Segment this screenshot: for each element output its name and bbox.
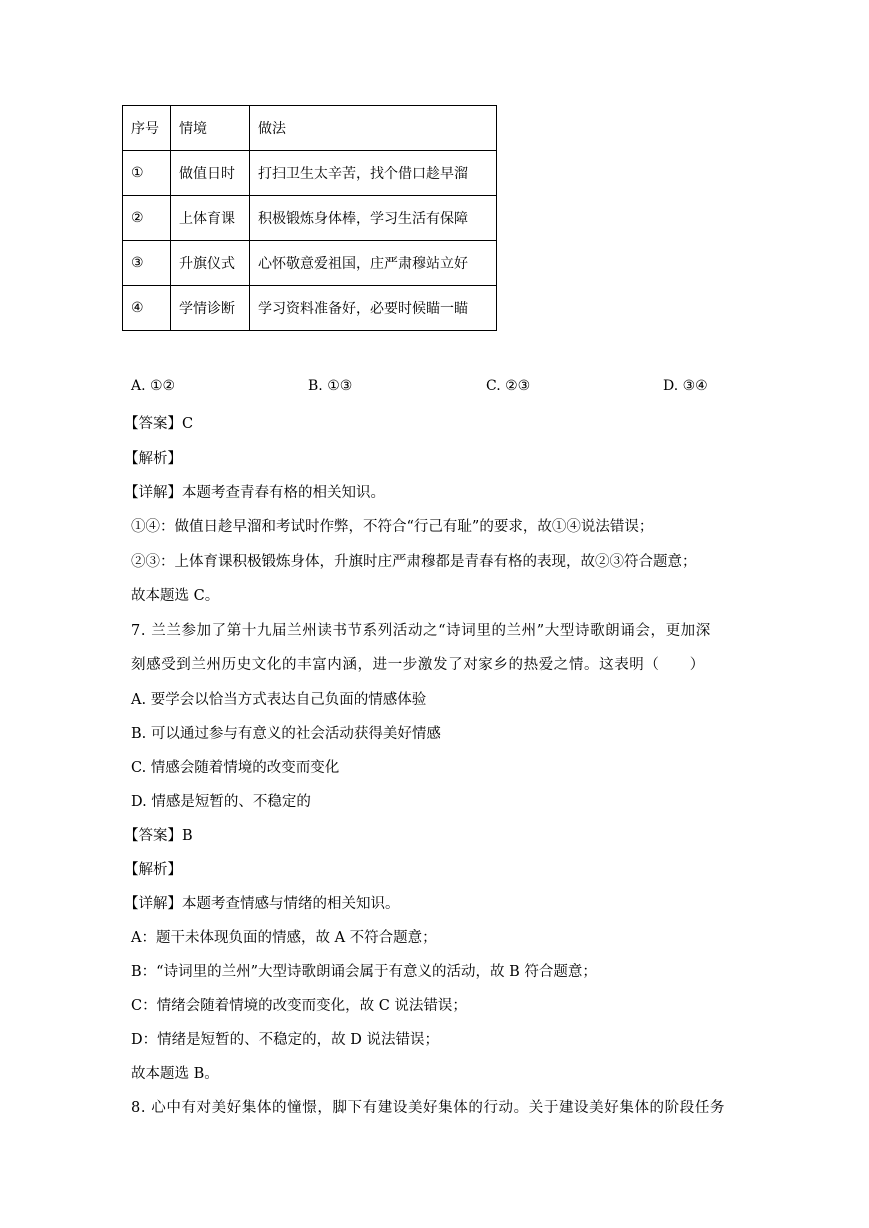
- table-row: [123, 241, 497, 286]
- q7-option-a: A. 要学会以恰当方式表达自己负面的情感体验: [131, 692, 427, 708]
- q7-explanation-line: B：“诗词里的兰州”大型诗歌朗诵会属于有意义的活动，故 B 符合题意；: [131, 964, 597, 980]
- q7-explanation-line: D：情绪是短暂的、不稳定的，故 D 说法错误；: [131, 1032, 439, 1048]
- table-cell: ③: [123, 241, 171, 286]
- table-cell: ①: [123, 151, 171, 196]
- table-header-cell: 情境: [171, 106, 250, 151]
- table-cell: ④: [123, 286, 171, 331]
- q6-option-c: C. ②③: [486, 378, 531, 394]
- table-cell: 升旗仪式: [171, 241, 250, 286]
- table-row: [123, 151, 497, 196]
- q7-option-b: B. 可以通过参与有意义的社会活动获得美好情感: [131, 726, 441, 742]
- table-cell: 打扫卫生太辛苦，找个借口趁早溜: [250, 151, 497, 196]
- q7-stem-line: 刻感受到兰州历史文化的丰富内涵，进一步激发了对家乡的热爱之情。这表明（ ）: [131, 657, 705, 673]
- table-header-row: [123, 106, 497, 151]
- q6-explanation-line: ②③：上体育课积极锻炼身体，升旗时庄严肃穆都是青春有格的表现，故②③符合题意；: [131, 554, 697, 570]
- q7-answer: 【答案】B: [124, 828, 193, 844]
- table-row: [123, 286, 497, 331]
- q7-analysis-heading: 【解析】: [124, 862, 182, 878]
- table-cell: 上体育课: [171, 196, 250, 241]
- q7-detail: 【详解】本题考查情感与情绪的相关知识。: [124, 896, 400, 912]
- q6-detail: 【详解】本题考查青春有格的相关知识。: [124, 485, 385, 501]
- q7-option-c: C. 情感会随着情境的改变而变化: [131, 760, 340, 776]
- q6-answer: 【答案】C: [124, 416, 194, 432]
- table-cell: 学情诊断: [171, 286, 250, 331]
- q6-conclusion: 故本题选 C。: [131, 588, 220, 604]
- q6-option-b: B. ①③: [308, 378, 353, 394]
- q7-stem-line: 7. 兰兰参加了第十九届兰州读书节系列活动之“诗词里的兰州”大型诗歌朗诵会，更加深: [131, 623, 711, 639]
- q6-option-d: D. ③④: [663, 378, 708, 394]
- q6-options: [131, 378, 771, 400]
- q7-conclusion: 故本题选 B。: [131, 1066, 219, 1082]
- table-cell: 心怀敬意爱祖国，庄严肃穆站立好: [250, 241, 497, 286]
- table-row: [123, 196, 497, 241]
- q7-explanation-line: C：情绪会随着情境的改变而变化，故 C 说法错误；: [131, 998, 467, 1014]
- table-cell: 做值日时: [171, 151, 250, 196]
- q6-analysis-heading: 【解析】: [124, 451, 182, 467]
- scenario-table: [122, 105, 497, 331]
- table-cell: 积极锻炼身体棒，学习生活有保障: [250, 196, 497, 241]
- q6-explanation-line: ①④：做值日趁早溜和考试时作弊，不符合“行己有耻”的要求，故①④说法错误；: [131, 519, 654, 535]
- q7-explanation-line: A：题干未体现负面的情感，故 A 不符合题意；: [131, 930, 437, 946]
- table-cell: ②: [123, 196, 171, 241]
- q8-stem-line: 8. 心中有对美好集体的憧憬，脚下有建设美好集体的行动。关于建设美好集体的阶段任务: [131, 1100, 726, 1116]
- table-header-cell: 做法: [250, 106, 497, 151]
- table-cell: 学习资料准备好，必要时候瞄一瞄: [250, 286, 497, 331]
- q7-option-d: D. 情感是短暂的、不稳定的: [131, 794, 311, 810]
- table-header-cell: 序号: [123, 106, 171, 151]
- q6-option-a: A. ①②: [131, 378, 176, 394]
